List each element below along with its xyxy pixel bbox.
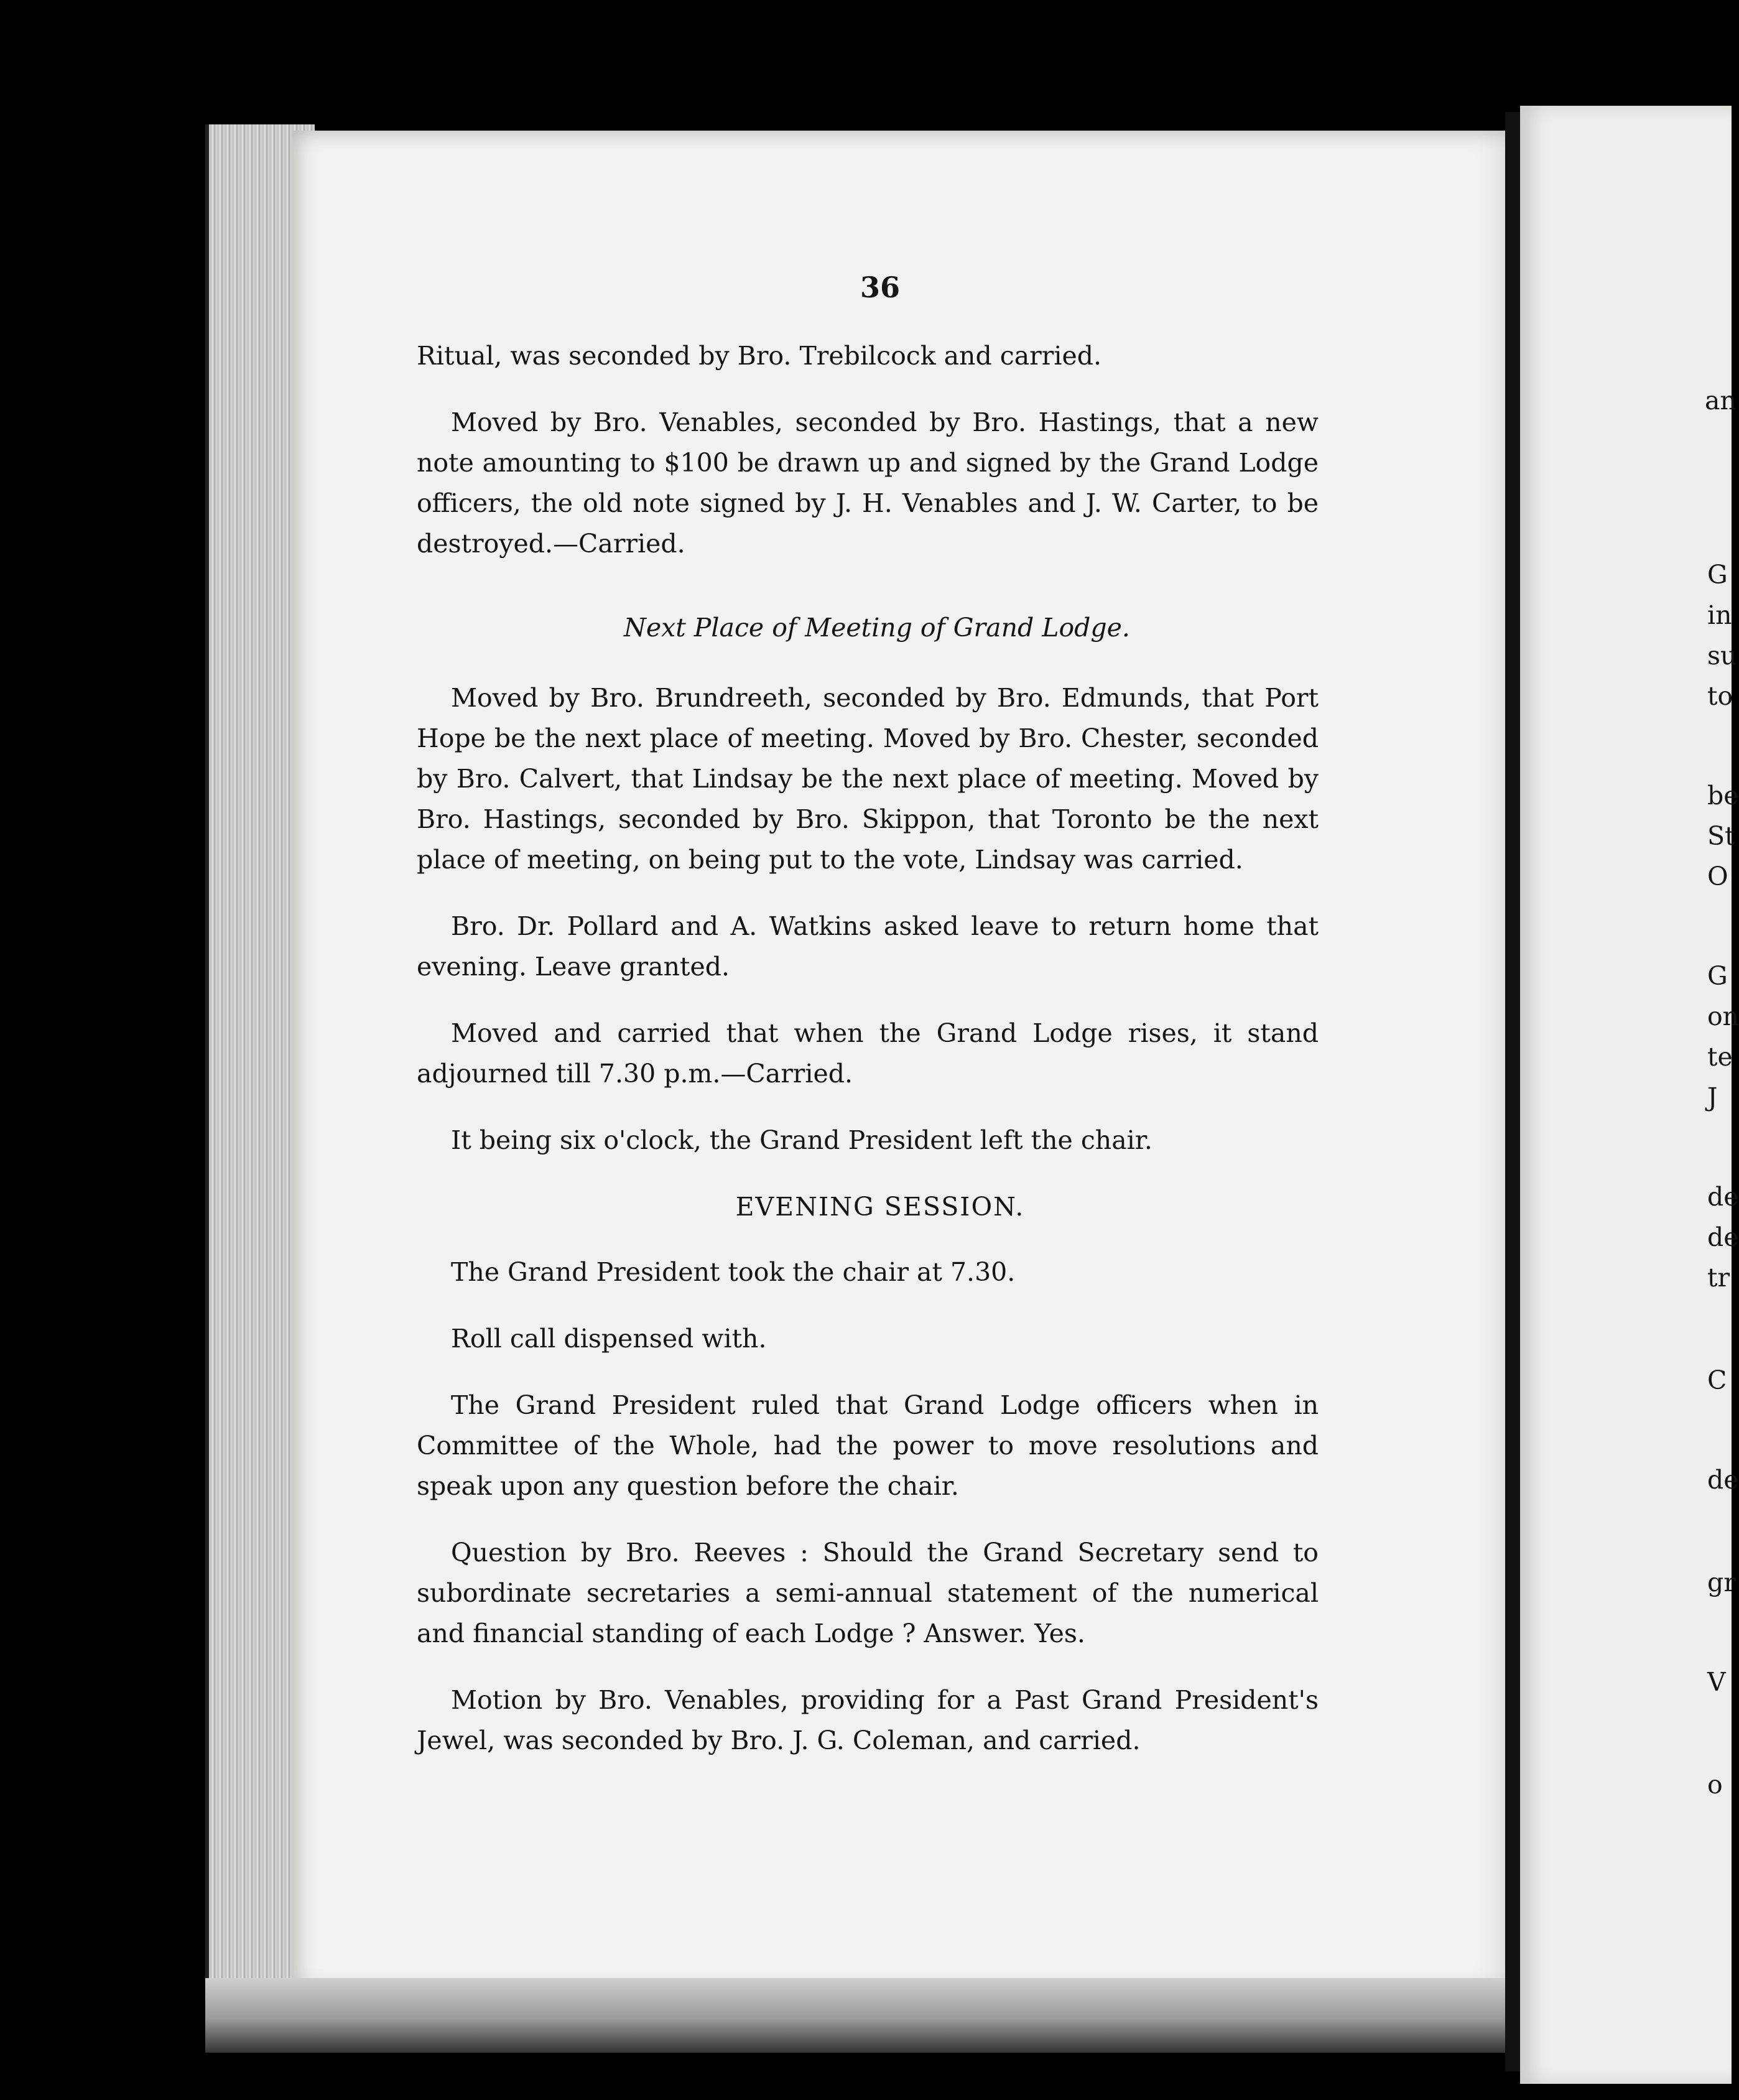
right-fragment: an xyxy=(1705,386,1737,416)
paragraph-roll-call: Roll call dispensed with. xyxy=(451,1324,767,1354)
book-gutter xyxy=(1505,112,1520,2071)
paragraph-ruling: The Grand President ruled that Grand Lodge officers when in Committee of the Whole, had the power to move resolutions and speak upon any question before the chair. xyxy=(417,1390,1319,1501)
right-fragment: o xyxy=(1707,1770,1723,1800)
right-fragment: J xyxy=(1707,1082,1718,1112)
page-text xyxy=(417,267,1319,1787)
right-fragment: to xyxy=(1707,681,1733,711)
right-page-text-fragments xyxy=(1705,0,1739,2100)
right-fragment: te xyxy=(1707,1042,1733,1072)
right-page xyxy=(1520,106,1732,2084)
page-number: 36 xyxy=(860,271,900,304)
right-fragment: de xyxy=(1707,1222,1739,1252)
right-fragment: gr xyxy=(1707,1568,1736,1597)
right-fragment: G xyxy=(1707,961,1728,991)
right-fragment: de xyxy=(1707,1182,1739,1212)
right-fragment: tr xyxy=(1707,1263,1730,1293)
right-fragment: de xyxy=(1707,1465,1739,1495)
right-fragment: C xyxy=(1707,1365,1727,1395)
right-fragment: St xyxy=(1707,821,1735,851)
paragraph-six-oclock: It being six o'clock, the Grand President left the chair. xyxy=(451,1125,1152,1155)
paragraph-adjourned: Moved and carried that when the Grand Lodge rises, it stand adjourned till 7.30 p.m.—Carried. xyxy=(417,1018,1319,1089)
right-fragment: be xyxy=(1707,781,1739,811)
paragraph-ritual: Ritual, was seconded by Bro. Trebilcock and carried. xyxy=(417,341,1101,371)
page-bottom-shadow xyxy=(205,1978,1524,2053)
right-fragment: su xyxy=(1707,641,1737,671)
paragraph-jewel-motion: Motion by Bro. Venables, providing for a Past Grand President's Jewel, was seconded by Bro. J. G. Coleman, and carried. xyxy=(417,1685,1319,1755)
right-fragment: G xyxy=(1707,560,1728,590)
right-fragment: O xyxy=(1707,862,1728,891)
paragraph-question: Question by Bro. Reeves : Should the Grand Secretary send to subordinate secretaries a semi-annual statement of the numerical and financial standing of each Lodge ? Answer. Yes. xyxy=(417,1538,1319,1648)
right-fragment: V xyxy=(1707,1667,1726,1697)
paragraph-took-chair: The Grand President took the chair at 7.30. xyxy=(451,1257,1016,1287)
section-heading-evening-session: EVENING SESSION. xyxy=(735,1192,1025,1222)
section-heading-next-meeting: Next Place of Meeting of Grand Lodge. xyxy=(624,613,1130,643)
paragraph-place-of-meeting: Moved by Bro. Brundreeth, seconded by Bro. Edmunds, that Port Hope be the next place of meeting. Moved by Bro. Chester, seconded by Bro. Calvert, that Lindsay be the next place of meeting. Moved by Bro. Hastings, seconded by Bro. Skippon, that Toronto be the next place of meeting, on being put to the vote, Lindsay was carried. xyxy=(417,683,1319,875)
paragraph-new-note: Moved by Bro. Venables, seconded by Bro. Hastings, that a new note amounting to $100 be drawn up and signed by the Grand Lodge officers, the old note signed by J. H. Venables and J. W. Carter, to be destroyed.—Carried. xyxy=(417,407,1319,559)
right-fragment: on xyxy=(1707,1001,1739,1031)
right-fragment: in xyxy=(1707,600,1732,630)
paragraph-leave: Bro. Dr. Pollard and A. Watkins asked leave to return home that evening. Leave granted. xyxy=(417,911,1319,982)
